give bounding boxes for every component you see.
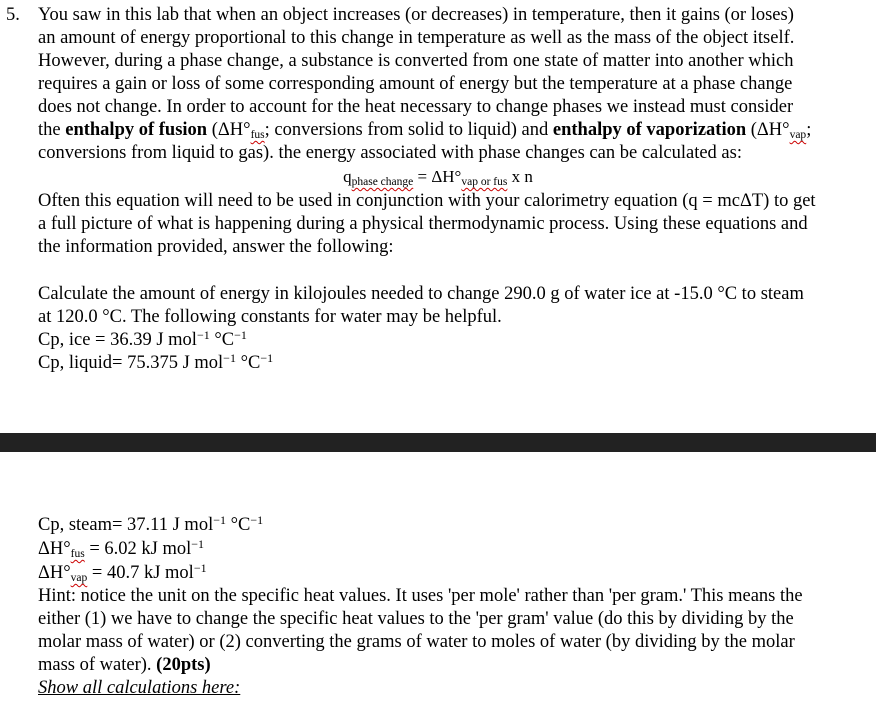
- text: mass of water).: [38, 655, 157, 675]
- superscript: −1: [260, 351, 274, 365]
- hint-line-last: [38, 654, 211, 676]
- superscript: −1: [196, 328, 210, 342]
- points-label: (20pts): [156, 655, 211, 675]
- text: °C: [226, 515, 251, 535]
- text: (ΔH°: [207, 120, 251, 140]
- superscript: −1: [250, 513, 264, 527]
- eq-q: q: [343, 167, 352, 186]
- paragraph-line: the information provided, answer the following:: [38, 237, 394, 257]
- enthalpy-of-fusion-term: enthalpy of fusion: [65, 120, 208, 140]
- text: °C: [235, 353, 261, 373]
- cp-liquid-constant: [38, 352, 273, 375]
- text: the: [38, 120, 66, 140]
- show-calculations-label: Show all calculations here:: [38, 678, 241, 698]
- hint-line: molar mass of water) or (2) converting the grams of water to moles of water (by dividing by the molar: [38, 632, 795, 652]
- paragraph-line-enthalpy: [38, 119, 811, 143]
- text: Cp, steam= 37.11 J mol: [38, 515, 214, 535]
- subscript-vap: vap: [789, 129, 807, 141]
- subscript-vap: vap: [70, 572, 88, 584]
- superscript: −1: [193, 561, 207, 575]
- enthalpy-fusion-constant: [38, 538, 204, 562]
- phase-change-equation: [0, 166, 876, 190]
- eq-tail: x n: [507, 167, 533, 186]
- text: = 6.02 kJ mol: [84, 539, 192, 559]
- paragraph-line: an amount of energy proportional to this change in temperature as well as the mass of the object itself.: [38, 28, 795, 48]
- text: ;: [806, 120, 812, 140]
- eq-q-subscript: phase change: [351, 176, 414, 188]
- superscript: −1: [213, 513, 226, 527]
- calculation-prompt-line: at 120.0 °C. The following constants for water may be helpful.: [38, 307, 502, 327]
- superscript: −1: [223, 351, 236, 365]
- superscript: −1: [191, 537, 205, 551]
- eq-h-subscript: vap or fus: [461, 176, 508, 188]
- question-number: 5.: [6, 5, 20, 25]
- text: ΔH°: [38, 563, 71, 583]
- paragraph-line: You saw in this lab that when an object increases (or decreases) in temperature, then it gains (or loses): [38, 5, 794, 25]
- text: = 40.7 kJ mol: [87, 563, 194, 583]
- cp-ice-constant: [38, 329, 247, 352]
- paragraph-line: Often this equation will need to be used in conjunction with your calorimetry equation (q = mcΔT) to get: [38, 191, 816, 211]
- paragraph-line: does not change. In order to account for the heat necessary to change phases we instead must consider: [38, 97, 794, 117]
- page-break-band: [0, 433, 876, 452]
- paragraph-line: requires a gain or loss of some corresponding amount of energy but the temperature at a phase change: [38, 74, 793, 94]
- text: Cp, ice = 36.39 J mol: [38, 330, 197, 350]
- paragraph-line: a full picture of what is happening during a physical thermodynamic process. Using these equations and: [38, 214, 808, 234]
- enthalpy-of-vaporization-term: enthalpy of vaporization: [552, 120, 747, 140]
- subscript-fus: fus: [250, 129, 265, 141]
- text: ; conversions from solid to liquid) and: [264, 120, 553, 140]
- paragraph-line: However, during a phase change, a substance is converted from one state of matter into another which: [38, 51, 794, 71]
- cp-steam-constant: [38, 514, 263, 537]
- subscript-fus: fus: [70, 548, 85, 560]
- hint-line: Hint: notice the unit on the specific heat values. It uses 'per mole' rather than 'per gram.' This means the: [38, 586, 803, 606]
- enthalpy-vaporization-constant: [38, 562, 207, 586]
- superscript: −1: [234, 328, 247, 342]
- text: (ΔH°: [746, 120, 790, 140]
- text: Cp, liquid= 75.375 J mol: [38, 353, 224, 373]
- calculation-prompt-line: Calculate the amount of energy in kilojoules needed to change 290.0 g of water ice at -15.0 °C to steam: [38, 284, 804, 304]
- text: ΔH°: [38, 539, 71, 559]
- eq-middle: = ΔH°: [413, 167, 462, 186]
- paragraph-line: conversions from liquid to gas). the energy associated with phase changes can be calculated as:: [38, 143, 742, 163]
- hint-line: either (1) we have to change the specific heat values to the 'per gram' value (do this by dividing by the: [38, 609, 794, 629]
- text: °C: [209, 330, 235, 350]
